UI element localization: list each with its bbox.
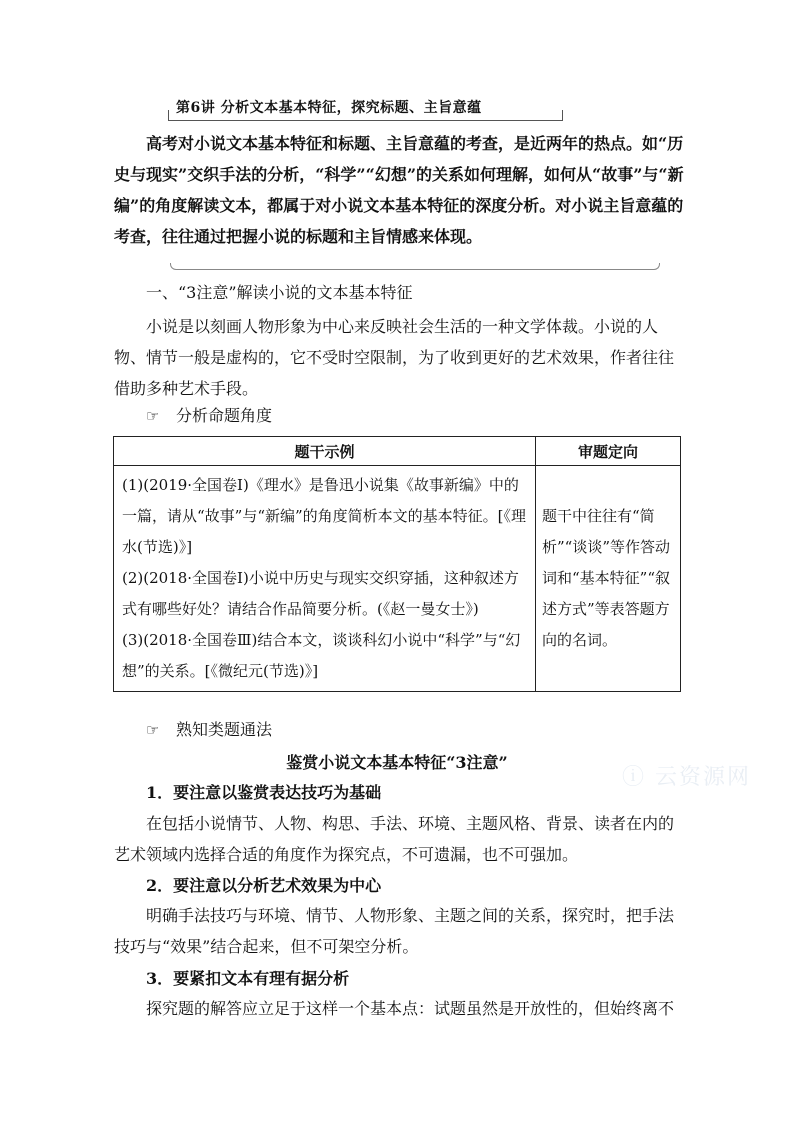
intro-paragraph: 高考对小说文本基本特征和标题、主旨意蕴的考查，是近两年的热点。如“历史与现实”交织手法的分析，“科学”“幻想”的关系如何理解，如何从“故事”与“新编”的角度解读文本，都属于对小说文本基本特征的深度分析。对小说主旨意蕴的考查，往往通过把握小说的标题和主旨情感来体现。 bbox=[114, 134, 684, 246]
point-1-title: 1．要注意以鉴赏表达技巧为基础 bbox=[146, 783, 382, 802]
title-bracket-right bbox=[562, 110, 563, 120]
point-1-text: 在包括小说情节、人物、构思、手法、环境、主题风格、背景、读者在内的艺术领域内选择合适的角度作为探究点，不可遗漏，也不可强加。 bbox=[114, 814, 675, 864]
table-header-direction: 审题定向 bbox=[536, 437, 681, 466]
point-3-text: 探究题的解答应立足于这样一个基本点：试题虽然是开放性的，但始终离不 bbox=[146, 999, 675, 1018]
point-2-title: 2．要注意以分析艺术效果为中心 bbox=[146, 876, 382, 895]
table-header-examples: 题干示例 bbox=[114, 437, 536, 466]
question-table bbox=[113, 436, 681, 692]
point-2-text: 明确手法技巧与环境、情节、人物形象、主题之间的关系，探究时，把手法技巧与“效果”结合起来，但不可架空分析。 bbox=[114, 906, 675, 956]
pointing-hand-icon: ☞ bbox=[146, 721, 160, 739]
example-item: (3)(2018·全国卷Ⅲ)结合本文，谈谈科幻小说中“科学”与“幻想”的关系。[《微纪元(节选)》] bbox=[122, 631, 521, 680]
title-bracket-left bbox=[168, 110, 169, 120]
table-header-row bbox=[114, 437, 681, 466]
example-item: (2)(2018·全国卷Ⅰ)小说中历史与现实交织穿插，这种叙述方式有哪些好处？请结合作品简要分析。(《赵一曼女士》) bbox=[122, 569, 519, 618]
method-heading: 鉴赏小说文本基本特征“3注意” bbox=[286, 753, 508, 772]
intro-box-border bbox=[170, 263, 660, 270]
table-row bbox=[114, 466, 681, 692]
section-paragraph: 小说是以刻画人物形象为中心来反映社会生活的一种文学体裁。小说的人物、情节一般是虚构的，它不受时空限制，为了收到更好的艺术效果，作者往往借助多种艺术手段。 bbox=[114, 317, 675, 398]
point-3-title: 3．要紧扣文本有理有据分析 bbox=[146, 969, 350, 988]
section-heading: 一、“3注意”解读小说的文本基本特征 bbox=[146, 283, 413, 302]
examples-cell bbox=[114, 466, 536, 692]
pointing-hand-icon: ☞ bbox=[146, 407, 160, 425]
bullet-label: 分析命题角度 bbox=[176, 406, 273, 425]
lesson-title: 第6讲 分析文本基本特征，探究标题、主旨意蕴 bbox=[176, 100, 482, 116]
watermark-text: ⓘ 云资源网 bbox=[622, 765, 751, 790]
title-underline bbox=[168, 120, 563, 121]
bullet-methods bbox=[146, 719, 272, 741]
direction-cell: 题干中往往有“简析”“谈谈”等作答动词和“基本特征”“叙述方式”等表答题方向的名词。 bbox=[536, 466, 681, 692]
bullet-label: 熟知类题通法 bbox=[176, 720, 273, 739]
example-item: (1)(2019·全国卷Ⅰ)《理水》是鲁迅小说集《故事新编》中的一篇，请从“故事”与“新编”的角度简析本文的基本特征。[《理水(节选)》] bbox=[122, 476, 527, 556]
bullet-analysis-angle bbox=[146, 405, 272, 427]
